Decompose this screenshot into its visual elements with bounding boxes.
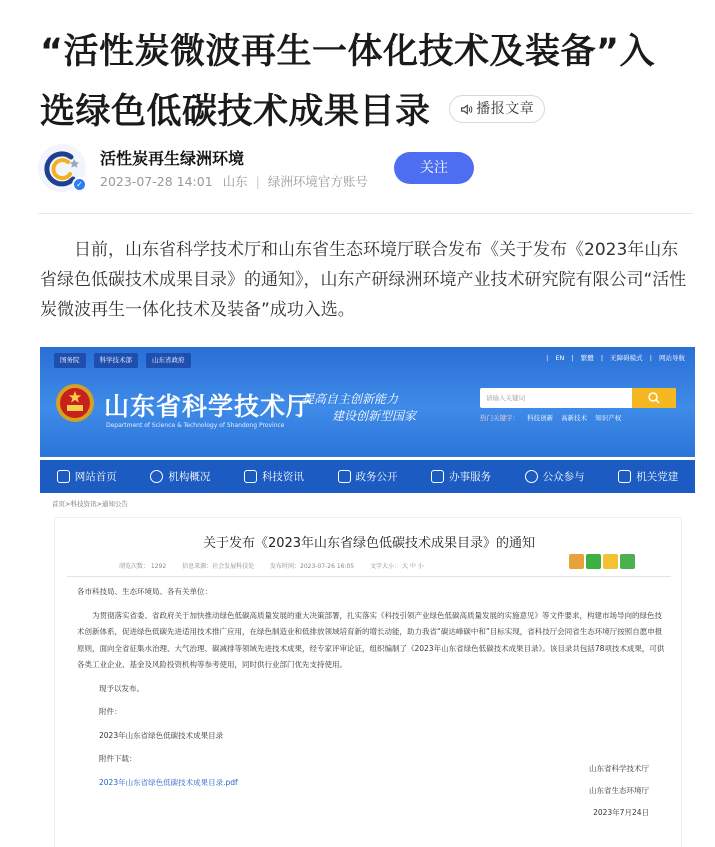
- weibo-icon: [569, 554, 584, 569]
- attachment-label: 附件：: [99, 707, 122, 716]
- search-placeholder: 请输入关键词: [486, 394, 525, 402]
- speaker-icon: [460, 103, 473, 116]
- site-nav-item: [414, 469, 508, 484]
- article-title: [40, 22, 690, 142]
- search-icon: [632, 388, 676, 408]
- site-top-tabs: [54, 353, 199, 368]
- site-nav-label: 科技资讯: [261, 471, 304, 483]
- site-nav: [40, 460, 695, 493]
- site-header: [40, 347, 695, 457]
- notice-closing: 现予以发布。: [99, 683, 144, 693]
- douban-icon: [620, 554, 635, 569]
- slogan-line-1: 提高自主创新能力: [302, 392, 399, 406]
- publish-date: 2023-07-28 14:01: [100, 174, 213, 189]
- site-nav-label: 网站首页: [74, 471, 117, 483]
- account-type: 绿洲环境官方账号: [267, 174, 368, 189]
- site-top-link: |: [571, 354, 574, 362]
- party-icon: [618, 470, 631, 483]
- notice-date: 发布时间：2023-07-26 16:05: [270, 563, 355, 570]
- site-top-links: [541, 353, 685, 362]
- site-name: 山东省科学技术厅: [104, 392, 313, 421]
- verified-badge-icon: ✓: [72, 177, 87, 192]
- notice-title: 关于发布《2023年山东省绿色低碳技术成果目录》的通知: [202, 536, 536, 551]
- site-nav-item: [508, 469, 602, 484]
- divider: [38, 213, 693, 214]
- site-top-link: |: [649, 354, 652, 362]
- site-top-link: |: [546, 354, 549, 362]
- site-nav-label: 公众参与: [542, 471, 585, 483]
- notice-font-size: 文字大小： 大 中 小: [370, 563, 424, 570]
- follow-button[interactable]: 关注: [394, 152, 474, 184]
- author-name[interactable]: 活性炭再生绿洲环境: [100, 149, 245, 168]
- site-nav-item: [134, 469, 228, 484]
- layers-icon: [338, 470, 351, 483]
- download-link: 2023年山东省绿色低碳技术成果目录.pdf: [99, 777, 238, 787]
- signature-date: 2023年7月24日: [593, 808, 649, 817]
- notice-meta: [119, 561, 438, 570]
- hot-keyword: 知识产权: [595, 414, 622, 422]
- home-icon: [57, 470, 70, 483]
- gear-icon: [150, 470, 163, 483]
- notice-signature: [589, 758, 649, 824]
- hand-icon: [431, 470, 444, 483]
- site-nav-label: 机构概况: [168, 471, 211, 483]
- meta-separator: |: [255, 174, 260, 189]
- site-nav-item: [321, 469, 415, 484]
- article-title-text: “活性炭微波再生一体化技术及装备”入选绿色低碳技术成果目录: [40, 32, 656, 132]
- download-label: 附件下载：: [99, 754, 137, 763]
- site-search-input[interactable]: [480, 388, 676, 408]
- site-name-en: Department of Science & Technology of Shandong Province: [106, 422, 285, 429]
- site-nav-label: 机关党建: [636, 471, 679, 483]
- share-icons: [569, 554, 637, 569]
- site-top-link: |: [600, 354, 604, 362]
- hot-label: 热门关键字：: [480, 414, 519, 422]
- notice-text: 为贯彻落实省委、省政府关于加快推动绿色低碳高质量发展的重大决策部署，扎实落实《科技引领产业绿色低碳高质量发展的实施意见》等文件要求，构建市场导向的绿色技术创新体系，促进绿色低碳先进适用技术推广应用，在绿色制造业和低排放领域培育新的增长动能，助力我省“碳达峰碳中和”目标实现，省科技厅会同省生态环境厅按照自愿申报原则，面向全省征集水治理、大气治理、碳减排等领域先进技术成果，经专家评审论证，组织编制了《2023年山东省绿色低碳技术成果目录》。该目录共包括78项技术成果，可供各类工业企业、基金及风险投资机构等参考使用，同时供行业部门优先支持使用。: [77, 610, 665, 669]
- site-top-link: 网站导航: [659, 354, 685, 362]
- site-breadcrumb: 首页>科技资讯>通知公告: [52, 500, 128, 508]
- people-icon: [525, 470, 538, 483]
- news-icon: [244, 470, 257, 483]
- listen-label: 播报文章: [476, 101, 535, 117]
- site-nav-item: [227, 469, 321, 484]
- listen-button[interactable]: [449, 95, 545, 123]
- notice-views: 浏览次数： 1292: [119, 563, 167, 570]
- signature-org-2: 山东省生态环境厅: [589, 786, 649, 795]
- slogan-line-2: 建设创新型国家: [332, 409, 417, 423]
- site-nav-item: [40, 469, 134, 484]
- notice-body: [77, 584, 667, 798]
- site-top-link: 繁體: [580, 354, 594, 362]
- site-nav-item: [601, 469, 695, 484]
- author-meta: [100, 172, 368, 190]
- publish-location: 山东: [222, 174, 248, 189]
- notice-greeting: 各市科技局、生态环境局、各有关单位：: [77, 587, 212, 596]
- search-button[interactable]: [632, 388, 676, 408]
- site-top-tab: 山东省政府: [146, 353, 191, 368]
- notice-card: [54, 517, 682, 847]
- hot-keyword: 科技创新: [527, 414, 554, 422]
- site-top-tab: 国务院: [54, 353, 86, 368]
- notice-divider: [67, 576, 671, 577]
- embedded-screenshot[interactable]: [40, 347, 695, 847]
- signature-org-1: 山东省科学技术厅: [589, 764, 649, 773]
- notice-source: 信息来源：社会发展科技处: [182, 563, 255, 570]
- hot-keywords: [480, 413, 627, 422]
- site-nav-label: 政务公开: [355, 471, 398, 483]
- site-top-link: EN: [555, 354, 565, 362]
- site-top-tab: 科学技术部: [94, 353, 139, 368]
- author-bar: [38, 142, 678, 198]
- site-slogan: [302, 391, 416, 425]
- site-top-link: 无障碍模式: [610, 354, 643, 362]
- wechat-icon: [586, 554, 601, 569]
- site-nav-label: 办事服务: [449, 471, 492, 483]
- attachment-name: 2023年山东省绿色低碳技术成果目录: [99, 730, 224, 740]
- qzone-icon: [603, 554, 618, 569]
- national-emblem-icon: [54, 382, 96, 424]
- hot-keyword: 高新技术: [561, 414, 588, 422]
- article-paragraph: 日前，山东省科学技术厅和山东省生态环境厅联合发布《关于发布《2023年山东省绿色低碳技术成果目录》的通知》，山东产研绿洲环境产业技术研究院有限公司“活性炭微波再生一体化技术及装备”成功入选。: [40, 240, 687, 320]
